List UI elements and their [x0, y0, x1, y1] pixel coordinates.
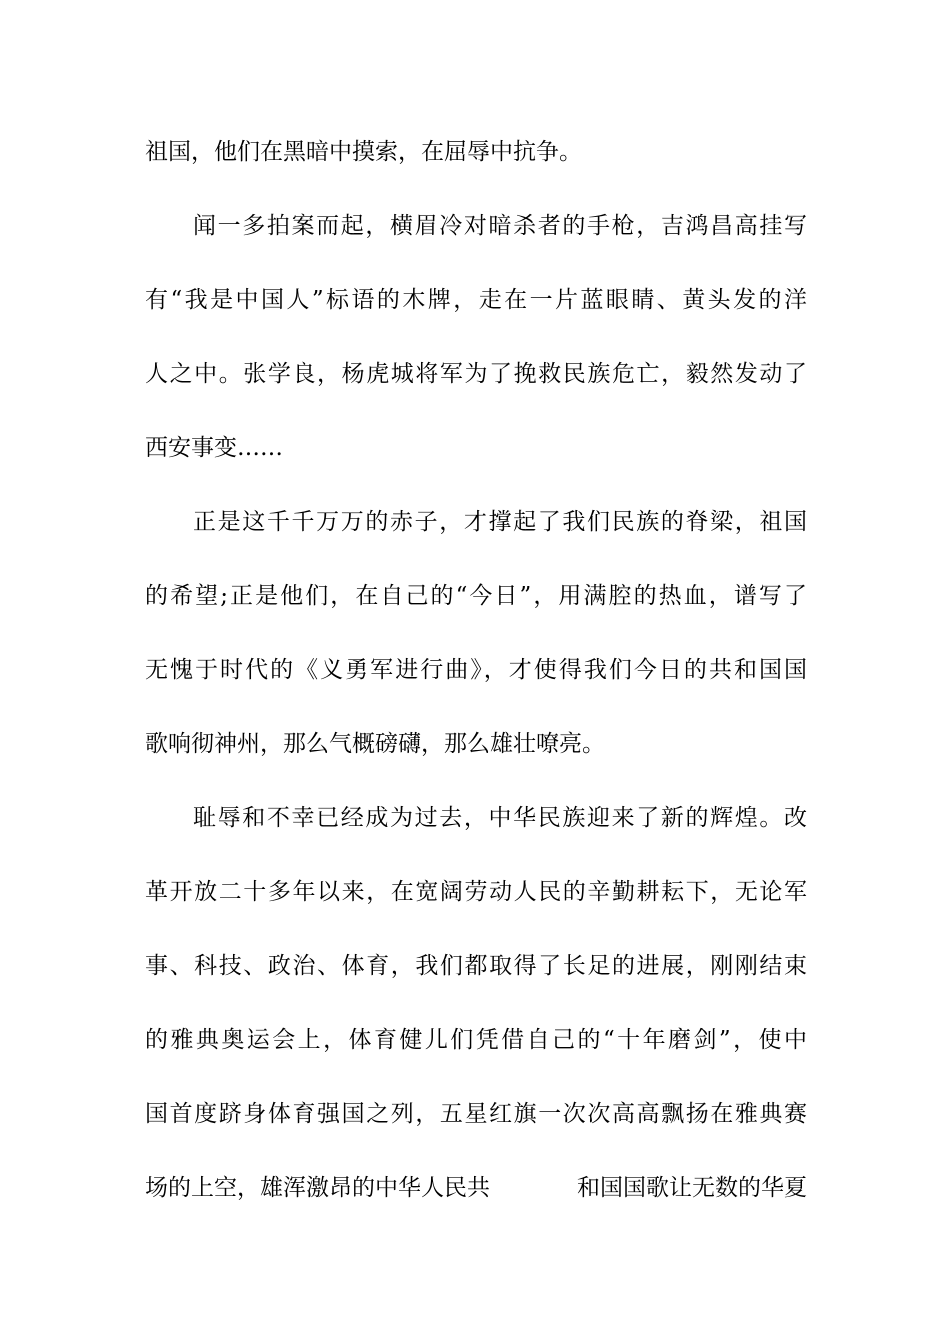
text-line [145, 420, 807, 494]
text-line-content: 闻一多拍案而起，横眉冷对暗杀者的手枪，吉鸿昌高挂写 [193, 213, 807, 239]
text-line-content: 的希望;正是他们，在自己的“今日”，用满腔的热血，谱写了 [145, 583, 807, 609]
text-line [145, 716, 807, 790]
text-line [145, 1086, 807, 1160]
text-line-content: 有“我是中国人”标语的木牌，走在一片蓝眼睛、黄头发的洋 [145, 287, 807, 313]
text-line [145, 864, 807, 938]
paragraph-start-line [145, 198, 807, 272]
text-line [145, 124, 807, 198]
text-line [145, 272, 807, 346]
text-line [145, 1012, 807, 1086]
text-line-content: 祖国，他们在黑暗中摸索，在屈辱中抗争。 [145, 139, 582, 165]
document-body [145, 124, 807, 1234]
paragraph-start-line [145, 790, 807, 864]
text-line [145, 642, 807, 716]
text-line-part-right: 和国国歌让无数的华夏 [577, 1175, 807, 1201]
text-line-content: 歌响彻神州，那么气概磅礴，那么雄壮嘹亮。 [145, 731, 605, 757]
text-line-content: 西安事变…… [145, 435, 283, 461]
text-line-with-gap [145, 1160, 807, 1234]
text-line [145, 568, 807, 642]
paragraph-start-line [145, 494, 807, 568]
text-line-content: 的雅典奥运会上，体育健儿们凭借自己的“十年磨剑”，使中 [145, 1027, 807, 1053]
text-line-content: 事、科技、政治、体育，我们都取得了长足的进展，刚刚结束 [145, 953, 807, 979]
text-line-part-left: 场的上空，雄浑激昂的中华人民共 [145, 1175, 490, 1201]
text-line-content: 国首度跻身体育强国之列，五星红旗一次次高高飘扬在雅典赛 [145, 1101, 807, 1127]
text-line [145, 938, 807, 1012]
text-line-content: 革开放二十多年以来，在宽阔劳动人民的辛勤耕耘下，无论军 [145, 879, 807, 905]
text-line [145, 346, 807, 420]
text-line-content: 无愧于时代的《义勇军进行曲》，才使得我们今日的共和国国 [145, 657, 807, 683]
text-line-content: 人之中。张学良，杨虎城将军为了挽救民族危亡，毅然发动了 [145, 361, 807, 387]
text-line-content: 正是这千千万万的赤子，才撑起了我们民族的脊梁，祖国 [193, 509, 807, 535]
text-line-content: 耻辱和不幸已经成为过去，中华民族迎来了新的辉煌。改 [193, 805, 807, 831]
